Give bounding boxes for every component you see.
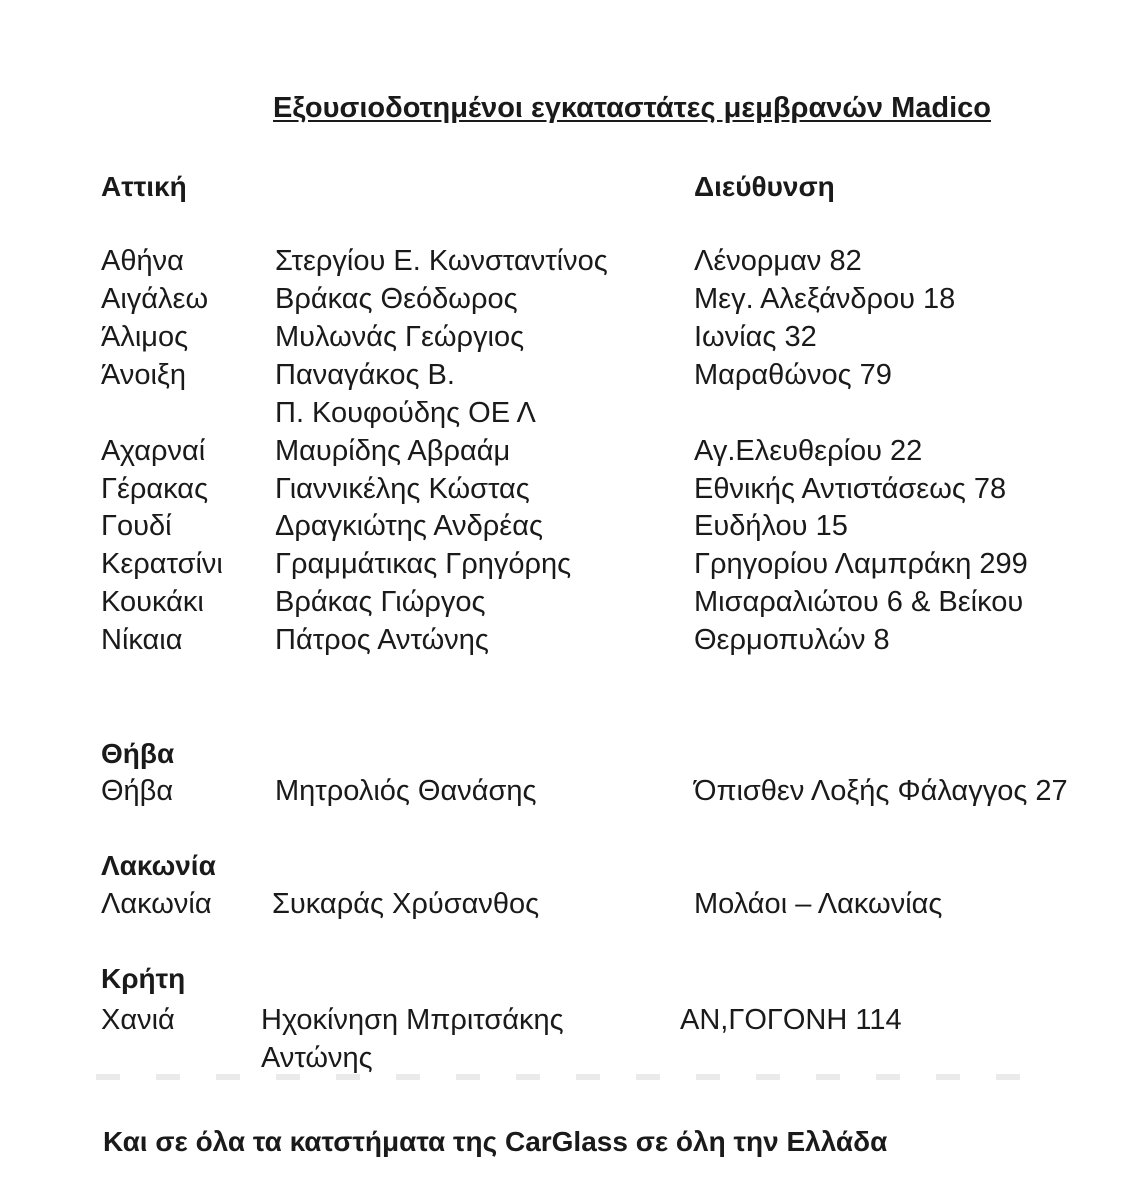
city-cell: Κερατσίνι: [101, 548, 223, 580]
document-title: Εξουσιοδοτημένοι εγκαταστάτες μεμβρανών Madico: [273, 92, 992, 124]
installer-name-cell: Γιαννικέλης Κώστας: [275, 473, 530, 505]
address-cell: Γρηγορίου Λαμπράκη 299: [694, 548, 1028, 580]
installer-name-cell-continued: Αντώνης: [261, 1042, 373, 1074]
address-cell: Εθνικής Αντιστάσεως 78: [694, 473, 1007, 505]
city-cell: Άνοιξη: [101, 359, 187, 391]
installer-name-cell: Βράκας Θεόδωρος: [275, 283, 518, 315]
city-cell: Γέρακας: [101, 473, 209, 505]
address-cell: Μολάοι – Λακωνίας: [694, 888, 943, 920]
city-cell: Κουκάκι: [101, 586, 204, 618]
installer-name-cell: Μαυρίδης Αβραάμ: [275, 435, 511, 467]
installer-name-cell: Πάτρος Αντώνης: [275, 624, 489, 656]
city-cell: Άλιμος: [101, 321, 189, 353]
address-column-heading: Διεύθυνση: [694, 171, 835, 202]
installer-name-cell: Παναγάκος Β.: [275, 359, 455, 391]
installer-name-cell: Συκαράς Χρύσανθος: [272, 888, 540, 920]
installer-name-cell: Ηχοκίνηση Μπριτσάκης: [261, 1004, 564, 1036]
city-cell: Αθήνα: [101, 245, 184, 277]
region-heading-kriti: Κρήτη: [101, 963, 186, 994]
installer-name-cell: Βράκας Γιώργος: [275, 586, 486, 618]
address-cell: Ευδήλου 15: [694, 510, 848, 542]
footer-note: Και σε όλα τα κατστήματα της CarGlass σε όλη την Ελλάδα: [103, 1126, 888, 1157]
address-cell: ΑΝ,ΓΟΓΟΝΗ 114: [680, 1004, 902, 1036]
region-heading-thiva: Θήβα: [101, 738, 175, 769]
address-cell: Όπισθεν Λοξής Φάλαγγος 27: [694, 775, 1068, 807]
region-heading-attiki: Αττική: [101, 171, 187, 202]
address-cell: Μισαραλιώτου 6 & Βείκου: [694, 586, 1024, 618]
installer-name-cell: Γραμμάτικας Γρηγόρης: [275, 548, 572, 580]
installer-name-cell: Π. Κουφούδης ΟΕ Λ: [275, 397, 536, 429]
city-cell: Χανιά: [101, 1004, 175, 1036]
address-cell: Αγ.Ελευθερίου 22: [694, 435, 923, 467]
installer-name-cell: Στεργίου Ε. Κωνσταντίνος: [275, 245, 608, 277]
address-cell: Μεγ. Αλεξάνδρου 18: [694, 283, 956, 315]
city-cell: Θήβα: [101, 775, 174, 807]
city-cell: Αχαρναί: [101, 435, 206, 467]
installer-name-cell: Δραγκιώτης Ανδρέας: [275, 510, 543, 542]
installer-name-cell: Μυλωνάς Γεώργιος: [275, 321, 525, 353]
installer-name-cell: Μητρολιός Θανάσης: [275, 775, 537, 807]
city-cell: Αιγάλεω: [101, 283, 209, 315]
region-heading-lakonia: Λακωνία: [101, 850, 216, 881]
address-cell: Μαραθώνος 79: [694, 359, 892, 391]
city-cell: Νίκαια: [101, 624, 183, 656]
address-cell: Ιωνίας 32: [694, 321, 817, 353]
address-cell: Λένορμαν 82: [694, 245, 862, 277]
city-cell: Λακωνία: [101, 888, 212, 920]
address-cell: Θερμοπυλών 8: [694, 624, 890, 656]
table-border-remnant: [96, 1074, 1026, 1080]
city-cell: Γουδί: [101, 510, 172, 542]
